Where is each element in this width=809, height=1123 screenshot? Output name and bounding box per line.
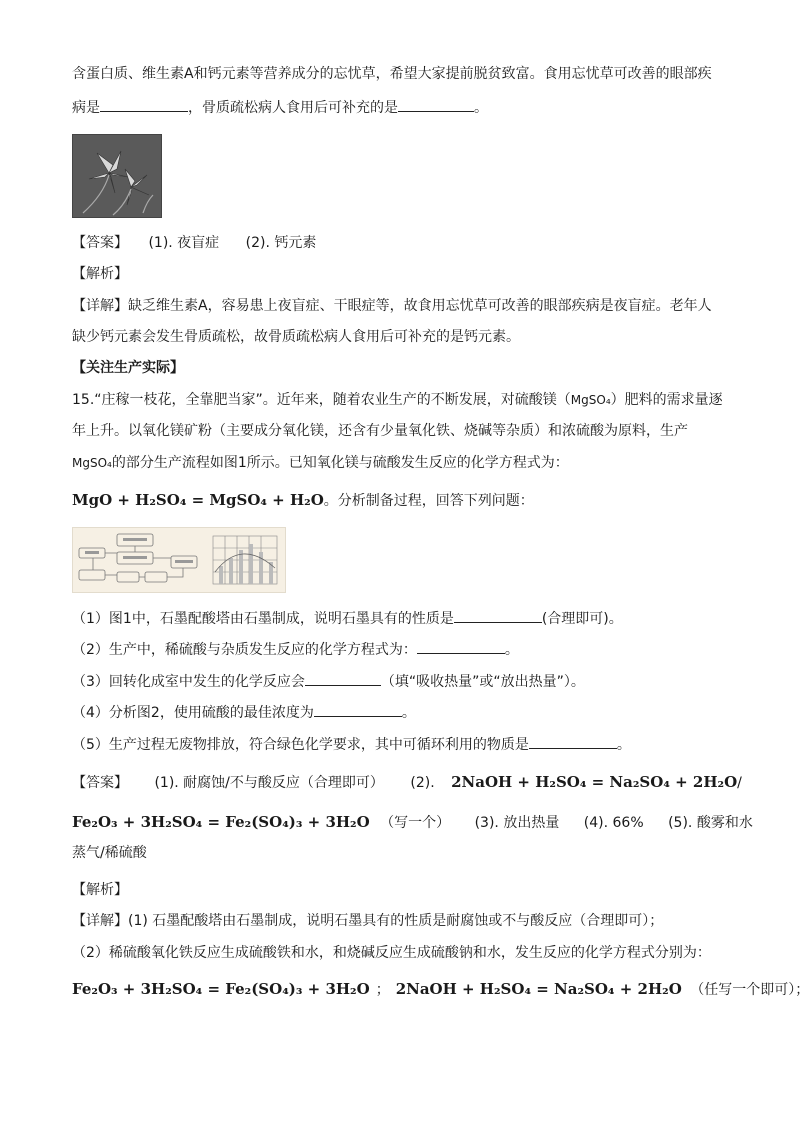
sub-4-tail: 。 — [401, 705, 416, 721]
answer15-label: 【答案】 — [72, 775, 128, 791]
sub-3-text: （3）回转化成室中发生的化学反应会 — [72, 674, 305, 690]
prev-detail-2: 缺少钙元素会发生骨质疏松，故骨质疏松病人食用后可补充的是钙元素。 — [72, 329, 520, 345]
q15-sub-5 — [72, 733, 631, 755]
equation-tail: 。分析制备过程，回答下列问题： — [323, 493, 534, 509]
equation-mgo: MgO + H₂SO₄ = MgSO₄ + H₂O — [72, 491, 324, 509]
blank-eye-disease — [100, 96, 188, 112]
sub-5-tail: 。 — [616, 737, 631, 753]
answer15-a5: (5). 酸雾和水 — [668, 815, 753, 831]
section-title: 【关注生产实际】 — [72, 360, 184, 376]
answer15-a5-cont: 蒸气/稀硫酸 — [72, 845, 147, 861]
q15-line-2: 年上升。以氧化镁矿粉（主要成分氧化镁，还含有少量氧化铁、烧碱等杂质）和浓硫酸为原料，生产 — [72, 423, 688, 439]
prev-analysis-label: 【解析】 — [72, 266, 128, 282]
q15-line-1 — [72, 390, 723, 410]
analysis15-label: 【解析】 — [72, 882, 128, 898]
sub-2-tail: 。 — [504, 642, 519, 658]
answer15-a1: (1). 耐腐蚀/不与酸反应（合理即可） — [154, 775, 384, 791]
answer15-a2-label: (2). — [410, 775, 435, 791]
prev-line-2 — [72, 96, 488, 118]
blank-sub-3 — [305, 670, 381, 686]
analysis15-eq-fe: Fe₂O₃ + 3H₂SO₄ = Fe₂(SO₄)₃ + 3H₂O — [72, 980, 370, 998]
prev-line-2-c: 。 — [474, 100, 488, 116]
prev-line-2-a: 病是 — [72, 100, 100, 116]
blank-sub-2 — [417, 638, 505, 654]
answer15-note: （写一个） — [380, 815, 451, 831]
q15-sub-3 — [72, 670, 585, 692]
q15-line-3-b: 的部分生产流程如图1所示。已知氧化镁与硫酸发生反应的化学方程式为： — [111, 455, 569, 471]
sub-3-tail: （填“吸收热量”或“放出热量”）。 — [380, 674, 585, 690]
sub-5-text: （5）生产过程无废物排放，符合绿色化学要求，其中可循环利用的物质是 — [72, 737, 529, 753]
process-flow-figure — [72, 527, 286, 593]
analysis15-eq-naoh: 2NaOH + H₂SO₄ = Na₂SO₄ + 2H₂O — [395, 980, 682, 998]
q15-sub-2 — [72, 638, 519, 660]
sub-1-text: （1）图1中，石墨配酸塔由石墨制成，说明石墨具有的性质是 — [72, 611, 454, 627]
blank-nutrient — [398, 96, 474, 112]
blank-sub-4 — [314, 701, 402, 717]
answer15-a3: (3). 放出热量 — [474, 815, 560, 831]
answer-1: (1). 夜盲症 — [148, 235, 220, 251]
answer15-eq-naoh: 2NaOH + H₂SO₄ = Na₂SO₄ + 2H₂O — [451, 773, 738, 791]
analysis15-d3 — [72, 979, 809, 1000]
q15-line-1-b: ）肥料的需求量逐 — [610, 392, 723, 408]
analysis15-note: （任写一个即可）； — [690, 982, 809, 998]
q15-equation-line — [72, 490, 534, 511]
sub-1-tail: (合理即可)。 — [541, 611, 623, 627]
sub-4-text: （4）分析图2，使用硫酸的最佳浓度为 — [72, 705, 314, 721]
prev-line-2-b: ，骨质疏松病人食用后可补充的是 — [188, 100, 398, 116]
blank-sub-5 — [529, 733, 617, 749]
blank-sub-1 — [454, 607, 542, 623]
answer15-eq-fe: Fe₂O₃ + 3H₂SO₄ = Fe₂(SO₄)₃ + 3H₂O — [72, 813, 370, 831]
sub-2-text: （2）生产中，稀硫酸与杂质发生反应的化学方程式为： — [72, 642, 417, 658]
analysis15-d1: 【详解】(1) 石墨配酸塔由石墨制成，说明石墨具有的性质是耐腐蚀或不与酸反应（合理即可）； — [72, 913, 664, 929]
q15-line-1-a: 15.“庄稼一枝花，全靠肥当家”。近年来，随着农业生产的不断发展，对硫酸镁（ — [72, 392, 571, 408]
prev-line-1: 含蛋白质、维生素A和钙元素等营养成分的忘忧草，希望大家提前脱贫致富。食用忘忧草可改善的眼部疾 — [72, 66, 712, 82]
q15-sub-4 — [72, 701, 416, 723]
q15-sub-1 — [72, 607, 623, 629]
q15-line-3 — [72, 453, 569, 473]
q15-formula-1: MgSO₄ — [570, 393, 611, 407]
answer15-a4: (4). 66% — [583, 815, 644, 831]
daylily-photo — [72, 134, 162, 218]
answer-label: 【答案】 — [72, 235, 128, 251]
answer15-sep: / — [737, 775, 742, 791]
analysis15-sep: ； — [375, 982, 390, 998]
prev-answer — [72, 233, 316, 253]
q15-formula-2: MgSO₄ — [72, 456, 112, 470]
answer15-line-1 — [72, 772, 742, 793]
prev-detail-1: 【详解】缺乏维生素A，容易患上夜盲症、干眼症等，故食用忘忧草可改善的眼部疾病是夜盲症。老年人 — [72, 298, 712, 314]
analysis15-d2: （2）稀硫酸氧化铁反应生成硫酸铁和水，和烧碱反应生成硫酸钠和水，发生反应的化学方程式分别为： — [72, 945, 711, 961]
answer-2: (2). 钙元素 — [245, 235, 317, 251]
answer15-line-2 — [72, 812, 753, 833]
